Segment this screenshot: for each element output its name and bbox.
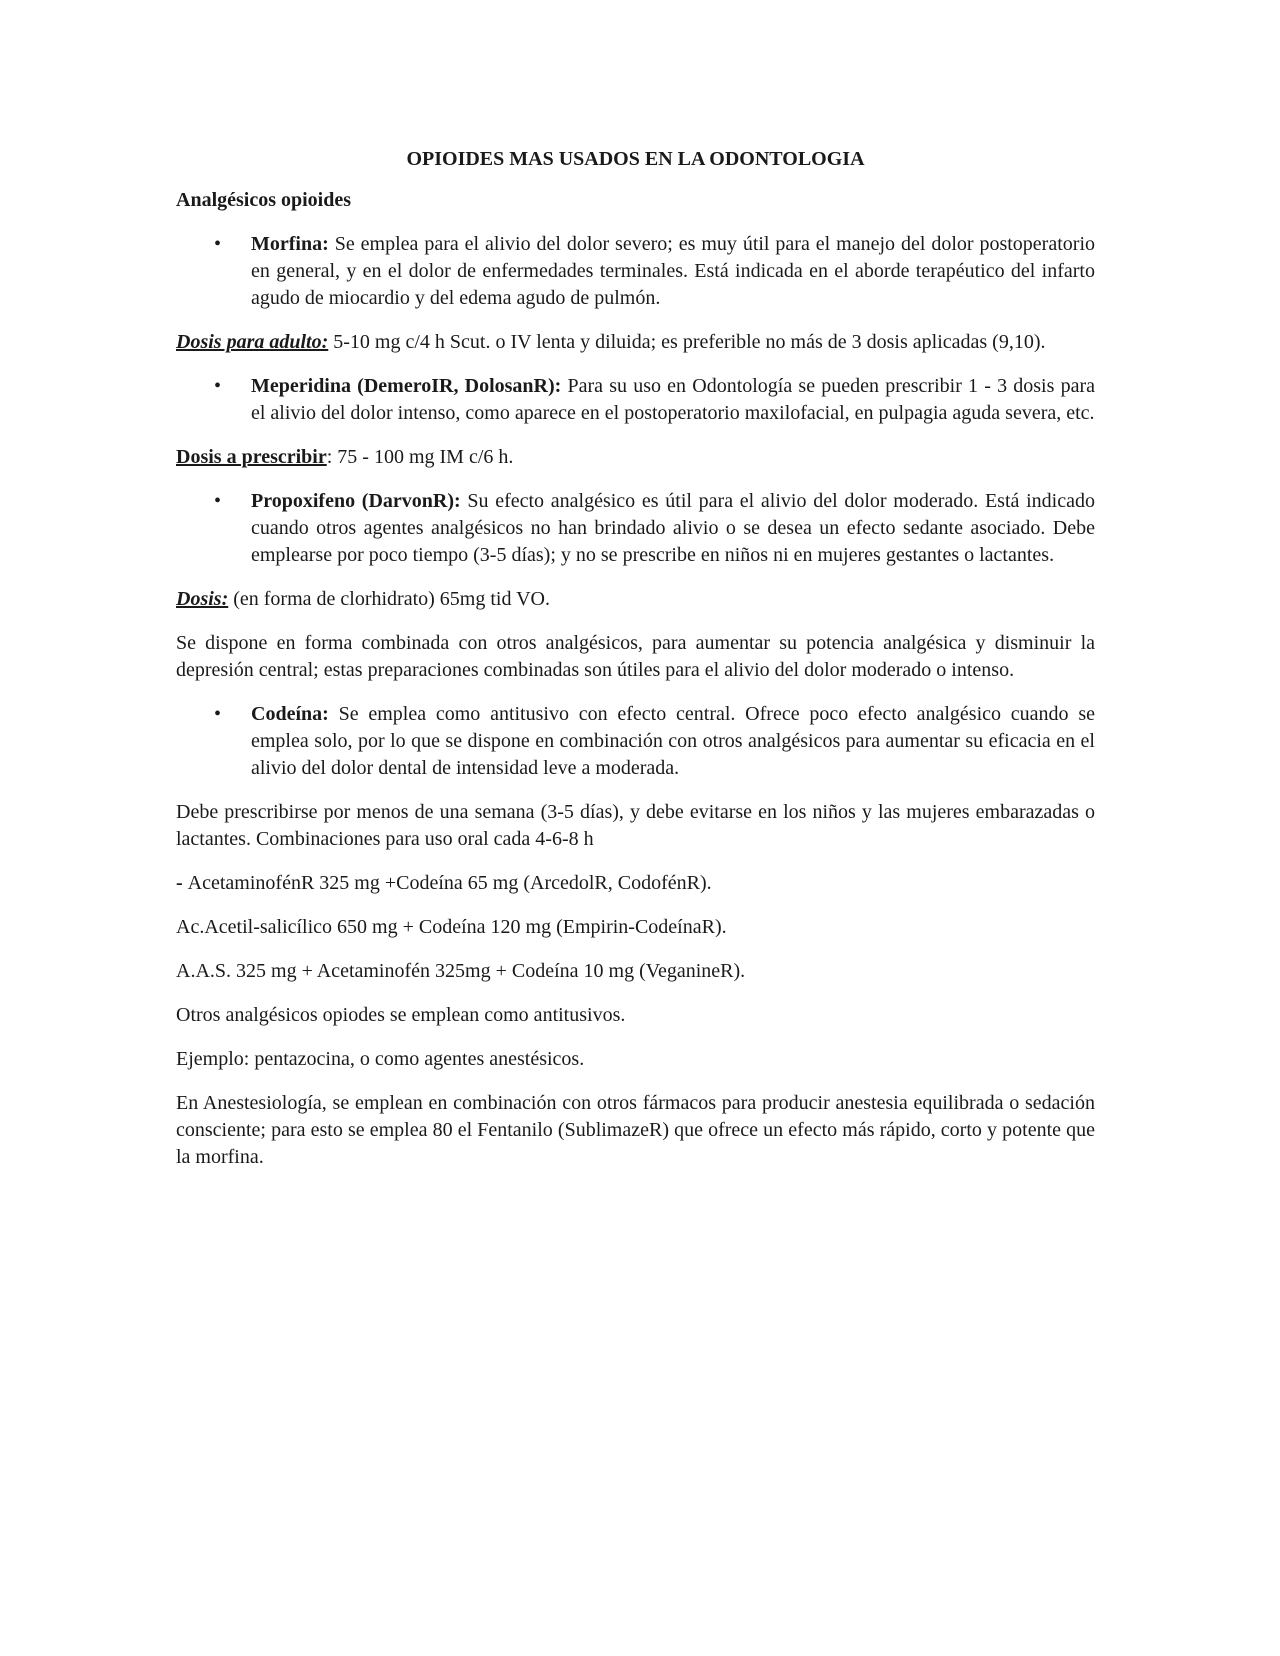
dosis-text: (en forma de clorhidrato) 65mg tid VO. [228, 588, 551, 610]
dosis-adulto-paragraph [176, 329, 1095, 356]
document-page [176, 138, 1095, 1188]
list-item-morfina [176, 231, 1095, 312]
bullet-icon: • [214, 233, 222, 255]
drug-name: Morfina: [251, 233, 329, 255]
list-item-meperidina [176, 373, 1095, 427]
drug-description: Se emplea como antitusivo con efecto central. Ofrece poco efecto analgésico cuando se emplea solo, por lo que se dispone en combinación con otros analgésicos para aumentar su eficacia en el alivio del dolor dental de intensidad leve a moderada. [251, 703, 1095, 779]
dosis-label: Dosis: [176, 588, 229, 610]
dosis-prescribir-paragraph [176, 444, 1095, 471]
drug-description: Se emplea para el alivio del dolor severo; es muy útil para el manejo del dolor postoperatorio en general, y en el dolor de enfermedades terminales. Está indicada en el aborde terapéutico del infarto agudo de miocardio y del edema agudo de pulmón. [251, 233, 1095, 309]
drug-description: Su efecto analgésico es útil para el alivio del dolor moderado. Está indicado cuando otros agentes analgésicos no han brindado alivio o se desea un efecto sedante asociado. Debe emplearse por poco tiempo (3-5 días); y no se prescribe en niños ni en mujeres gestantes o lactantes. [251, 490, 1095, 566]
otros-paragraph: Otros analgésicos opiodes se emplean como antitusivos. [176, 1004, 626, 1026]
bullet-icon: • [214, 703, 222, 725]
dosis-text: 5-10 mg c/4 h Scut. o IV lenta y diluida; es preferible no más de 3 dosis aplicadas (9,10). [328, 331, 1046, 353]
dash-marker: - [176, 872, 188, 894]
combo-2-paragraph: Ac.Acetil-salicílico 650 mg + Codeína 120 mg (Empirin-CodeínaR). [176, 916, 727, 938]
bullet-icon: • [214, 375, 222, 397]
ejemplo-paragraph: Ejemplo: pentazocina, o como agentes anestésicos. [176, 1048, 585, 1070]
combo-text: AcetaminofénR 325 mg +Codeína 65 mg (ArcedolR, CodofénR). [187, 872, 712, 894]
list-item-codeina [176, 701, 1095, 782]
combo-1-paragraph [176, 870, 1095, 897]
drug-description: Para su uso en Odontología se pueden prescribir 1 - 3 dosis para el alivio del dolor intenso, como aparece en el postoperatorio maxilofacial, en pulpagia aguda severa, etc. [251, 375, 1096, 424]
combo-3-paragraph: A.A.S. 325 mg + Acetaminofén 325mg + Codeína 10 mg (VeganineR). [176, 960, 746, 982]
drug-name: Meperidina (DemeroIR, DolosanR): [251, 375, 562, 397]
drug-name: Codeína: [251, 703, 329, 725]
anestesiologia-paragraph: En Anestesiología, se emplean en combinación con otros fármacos para producir anestesia equilibrada o sedación consciente; para esto se emplea 80 el Fentanilo (SublimazeR) que ofrece un efecto más rápido, corto y potente que la morfina. [176, 1092, 1095, 1168]
bullet-icon: • [214, 490, 222, 512]
dosis-text: : 75 - 100 mg IM c/6 h. [326, 446, 514, 468]
page-title: OPIOIDES MAS USADOS EN LA ODONTOLOGIA [406, 148, 865, 170]
drug-name: Propoxifeno (DarvonR): [251, 490, 461, 512]
dosis-label: Dosis a prescribir [176, 446, 327, 468]
prescribirse-paragraph: Debe prescribirse por menos de una semana (3-5 días), y debe evitarse en los niños y las mujeres embarazadas o lactantes. Combinaciones para uso oral cada 4-6-8 h [176, 801, 1095, 850]
combinada-paragraph: Se dispone en forma combinada con otros analgésicos, para aumentar su potencia analgésica y disminuir la depresión central; estas preparaciones combinadas son útiles para el alivio del dolor moderado o intenso. [176, 632, 1095, 681]
dosis-label: Dosis para adulto: [176, 331, 329, 353]
section-heading: Analgésicos opioides [176, 189, 352, 211]
dosis-propoxifeno-paragraph [176, 586, 1095, 613]
list-item-propoxifeno [176, 488, 1095, 569]
